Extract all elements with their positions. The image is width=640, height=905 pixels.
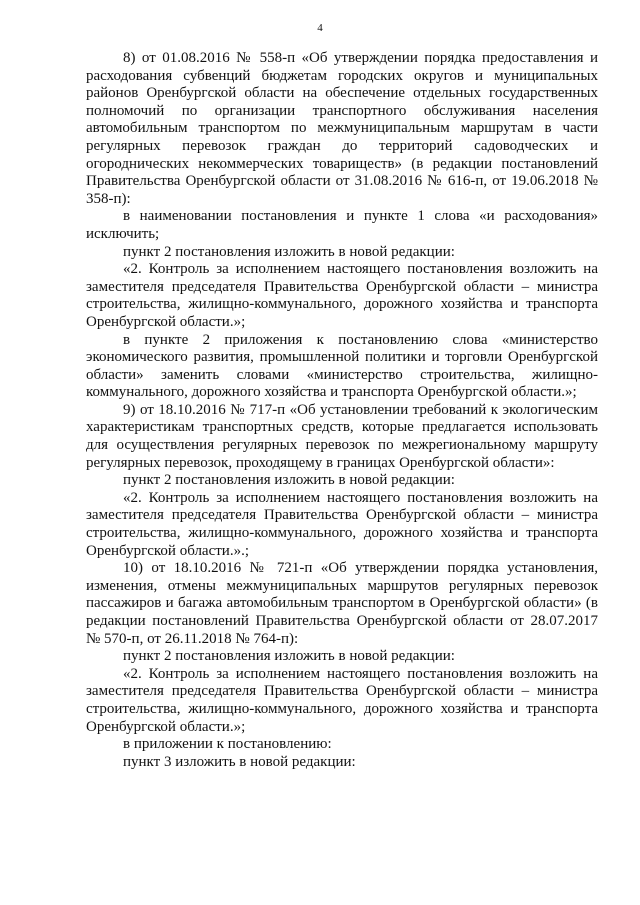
page-number: 4 xyxy=(317,22,323,34)
paragraph-item-10-clause-3-intro: пункт 3 изложить в новой редакции: xyxy=(123,753,356,770)
paragraph-item-10-clause-2-text: «2. Контроль за исполнением настоящего постановления возложить на заместителя председателя Правительства Оренбургской области – министра строительства, жилищно-коммунального, дорожного хозяйства и транспорта Оренбургской области.»; xyxy=(86,665,598,735)
paragraph-item-10: 10) от 18.10.2016 № 721-п «Об утверждении порядка установления, изменения, отмены межмуниципальных маршрутов регулярных перевозок пассажиров и багажа автомобильным транспортом в Оренбургской области» (в редакции постановлений Правительства Оренбургской области от 28.07.2017 № 570-п, от 26.11.2018 № 764-п): xyxy=(86,560,598,647)
document-body xyxy=(86,50,598,771)
paragraph-item-8-exclusion: в наименовании постановления и пункте 1 слова «и расходования» исключить; xyxy=(86,208,598,242)
paragraph-item-8: 8) от 01.08.2016 № 558-п «Об утверждении порядка предоставления и расходования субвенций бюджетам городских округов и муниципальных районов Оренбургской области на обеспечение отдельных государственных полномочий по организации транспортного обслуживания населения автомобильным транспортом по межмуниципальным маршрутам в части регулярных перевозок граждан до территорий садоводческих и огороднических некоммерческих товариществ» (в редакции постановлений Правительства Оренбургской области от 31.08.2016 № 616-п, от 19.06.2018 № 358-п): xyxy=(86,50,598,207)
paragraph-item-8-clause-2-intro: пункт 2 постановления изложить в новой редакции: xyxy=(123,243,455,260)
paragraph-item-8-clause-2-text: «2. Контроль за исполнением настоящего постановления возложить на заместителя председателя Правительства Оренбургской области – министра строительства, жилищно-коммунального, дорожного хозяйства и транспорта Оренбургской области.»; xyxy=(86,261,598,330)
paragraph-item-10-appendix: в приложении к постановлению: xyxy=(123,736,332,753)
paragraph-item-10-clause-2-intro: пункт 2 постановления изложить в новой редакции: xyxy=(123,648,455,665)
paragraph-item-9: 9) от 18.10.2016 № 717-п «Об установлении требований к экологическим характеристикам транспортных средств, которые предлагается использовать для осуществления регулярных перевозок по межрегиональному маршруту регулярных перевозок, проходящему в границах Оренбургской области»: xyxy=(86,401,598,471)
paragraph-item-9-clause-2-intro: пункт 2 постановления изложить в новой редакции: xyxy=(123,472,455,489)
paragraph-item-8-appendix-change: в пункте 2 приложения к постановлению слова «министерство экономического развития, промышленной политики и торговли Оренбургской области» заменить словами «министерство строительства, жилищно-коммунального, дорожного хозяйства и транспорта Оренбургской области.»; xyxy=(86,331,598,401)
paragraph-item-9-clause-2-text: «2. Контроль за исполнением настоящего постановления возложить на заместителя председателя Правительства Оренбургской области – министра строительства, жилищно-коммунального, дорожного хозяйства и транспорта Оренбургской области.».; xyxy=(86,489,598,559)
